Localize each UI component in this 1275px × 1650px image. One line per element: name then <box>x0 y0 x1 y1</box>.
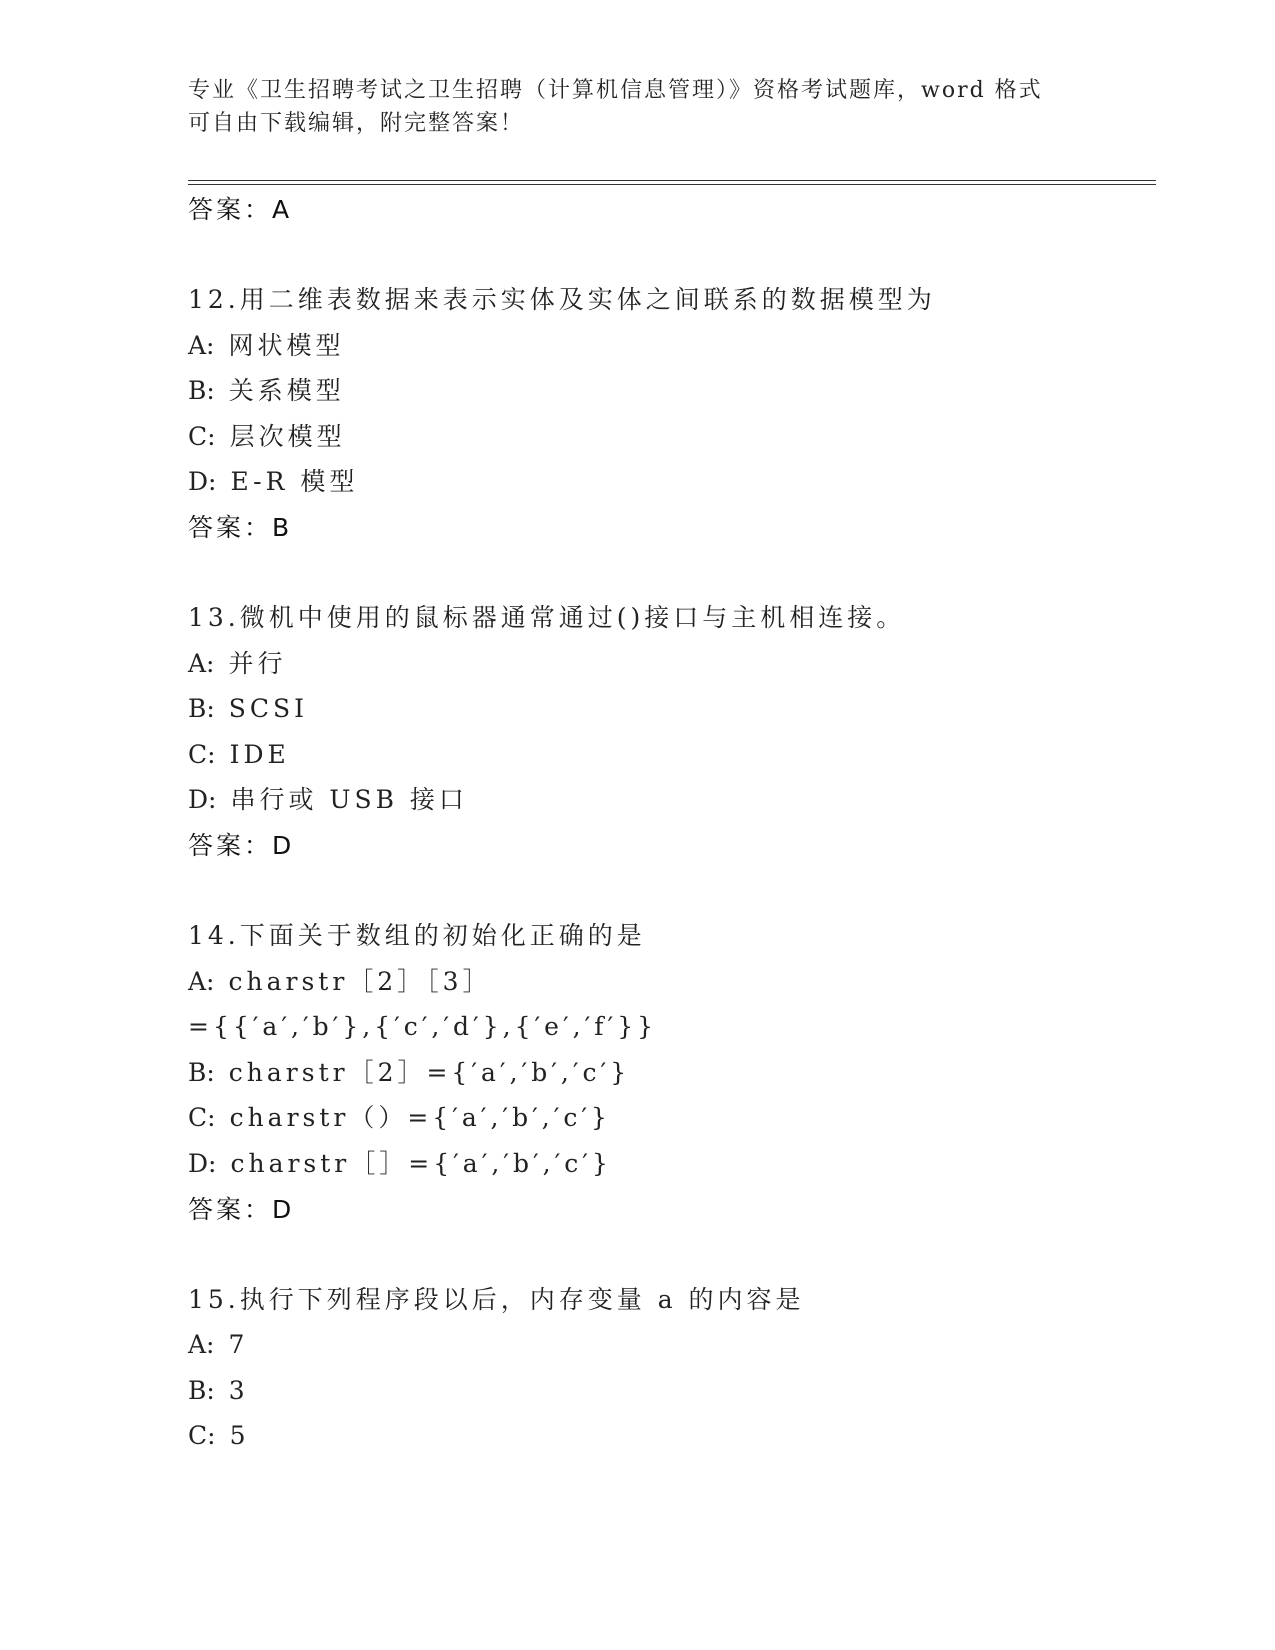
spacer <box>188 1235 1148 1280</box>
option-text: 并行 <box>228 648 287 678</box>
option-line <box>188 326 1148 372</box>
answer-line <box>188 508 1148 553</box>
answer-label: 答案： <box>188 195 273 224</box>
option-line <box>188 1325 1148 1371</box>
question-block <box>188 598 1148 871</box>
option-line <box>188 644 1148 690</box>
option-key: A: <box>188 1330 215 1360</box>
question-stem: 15.执行下列程序段以后，内存变量 a 的内容是 <box>188 1284 805 1314</box>
option-text: IDE <box>229 739 290 769</box>
option-line <box>188 735 1148 781</box>
question-block <box>188 280 1148 553</box>
option-line <box>188 780 1148 826</box>
option-key: A: <box>188 648 215 678</box>
header-line-2: 可自由下载编辑，附完整答案！ <box>188 111 525 136</box>
option-key: C: <box>188 1421 216 1451</box>
answer-value: B <box>272 512 292 542</box>
option-text: 7 <box>228 1330 249 1360</box>
document-body <box>188 190 1148 1462</box>
option-key: A: <box>188 966 215 996</box>
option-line <box>188 371 1148 417</box>
answer-label: 答案： <box>188 830 273 860</box>
header-line-1: 专业《卫生招聘考试之卫生招聘（计算机信息管理）》资格考试题库，word 格式 <box>188 78 1043 103</box>
answer-value: D <box>272 830 294 860</box>
option-key: B: <box>188 376 215 406</box>
option-line <box>188 417 1148 463</box>
option-key: C: <box>188 739 216 769</box>
question-stem: 13.微机中使用的鼠标器通常通过()接口与主机相连接。 <box>188 602 906 632</box>
option-text: SCSI <box>228 694 309 724</box>
option-key: C: <box>188 1103 216 1133</box>
option-continuation: ={{′a′,′b′},{′c′,′d′},{′e′,′f′}} <box>188 1012 658 1042</box>
option-key: C: <box>188 421 216 451</box>
answer-line <box>188 190 1148 235</box>
option-text: 串行或 USB 接口 <box>230 785 468 815</box>
option-text: 层次模型 <box>229 421 346 451</box>
answer-label: 答案： <box>188 512 273 542</box>
option-text: 网状模型 <box>228 330 345 360</box>
option-line <box>188 1144 1148 1190</box>
option-text: charstr［2］［3］ <box>228 966 492 996</box>
option-key: B: <box>188 1057 215 1087</box>
option-key: B: <box>188 694 215 724</box>
header-divider-bottom <box>188 184 1156 185</box>
option-line <box>188 962 1148 1008</box>
option-key: A: <box>188 330 215 360</box>
answer-label: 答案： <box>188 1194 273 1224</box>
answer-line <box>188 826 1148 871</box>
option-text: charstr［］={′a′,′b′,′c′} <box>230 1148 612 1178</box>
option-key: D: <box>188 467 217 497</box>
question-block <box>188 916 1148 1235</box>
option-text: 5 <box>229 1421 250 1451</box>
option-key: D: <box>188 785 217 815</box>
spacer <box>188 871 1148 916</box>
question-block <box>188 1280 1148 1462</box>
option-text: charstr（）={′a′,′b′,′c′} <box>229 1103 611 1133</box>
option-line <box>188 1053 1148 1099</box>
option-line <box>188 1371 1148 1417</box>
question-stem: 12.用二维表数据来表示实体及实体之间联系的数据模型为 <box>188 285 936 314</box>
answer-line <box>188 1190 1148 1235</box>
option-text: 关系模型 <box>228 376 345 406</box>
option-line <box>188 689 1148 735</box>
option-text: charstr［2］={′a′,′b′,′c′} <box>228 1057 631 1087</box>
option-line <box>188 1416 1148 1462</box>
option-key: B: <box>188 1375 215 1405</box>
option-key: D: <box>188 1148 217 1178</box>
option-line <box>188 462 1148 508</box>
header-divider-top <box>188 180 1156 181</box>
question-stem: 14.下面关于数组的初始化正确的是 <box>188 920 646 950</box>
spacer <box>188 235 1148 280</box>
answer-value: A <box>272 195 292 224</box>
spacer <box>188 553 1148 598</box>
answer-value: D <box>272 1194 294 1224</box>
option-line <box>188 1098 1148 1144</box>
document-header <box>188 74 1088 140</box>
option-text: E-R 模型 <box>230 467 359 497</box>
option-text: 3 <box>228 1375 249 1405</box>
